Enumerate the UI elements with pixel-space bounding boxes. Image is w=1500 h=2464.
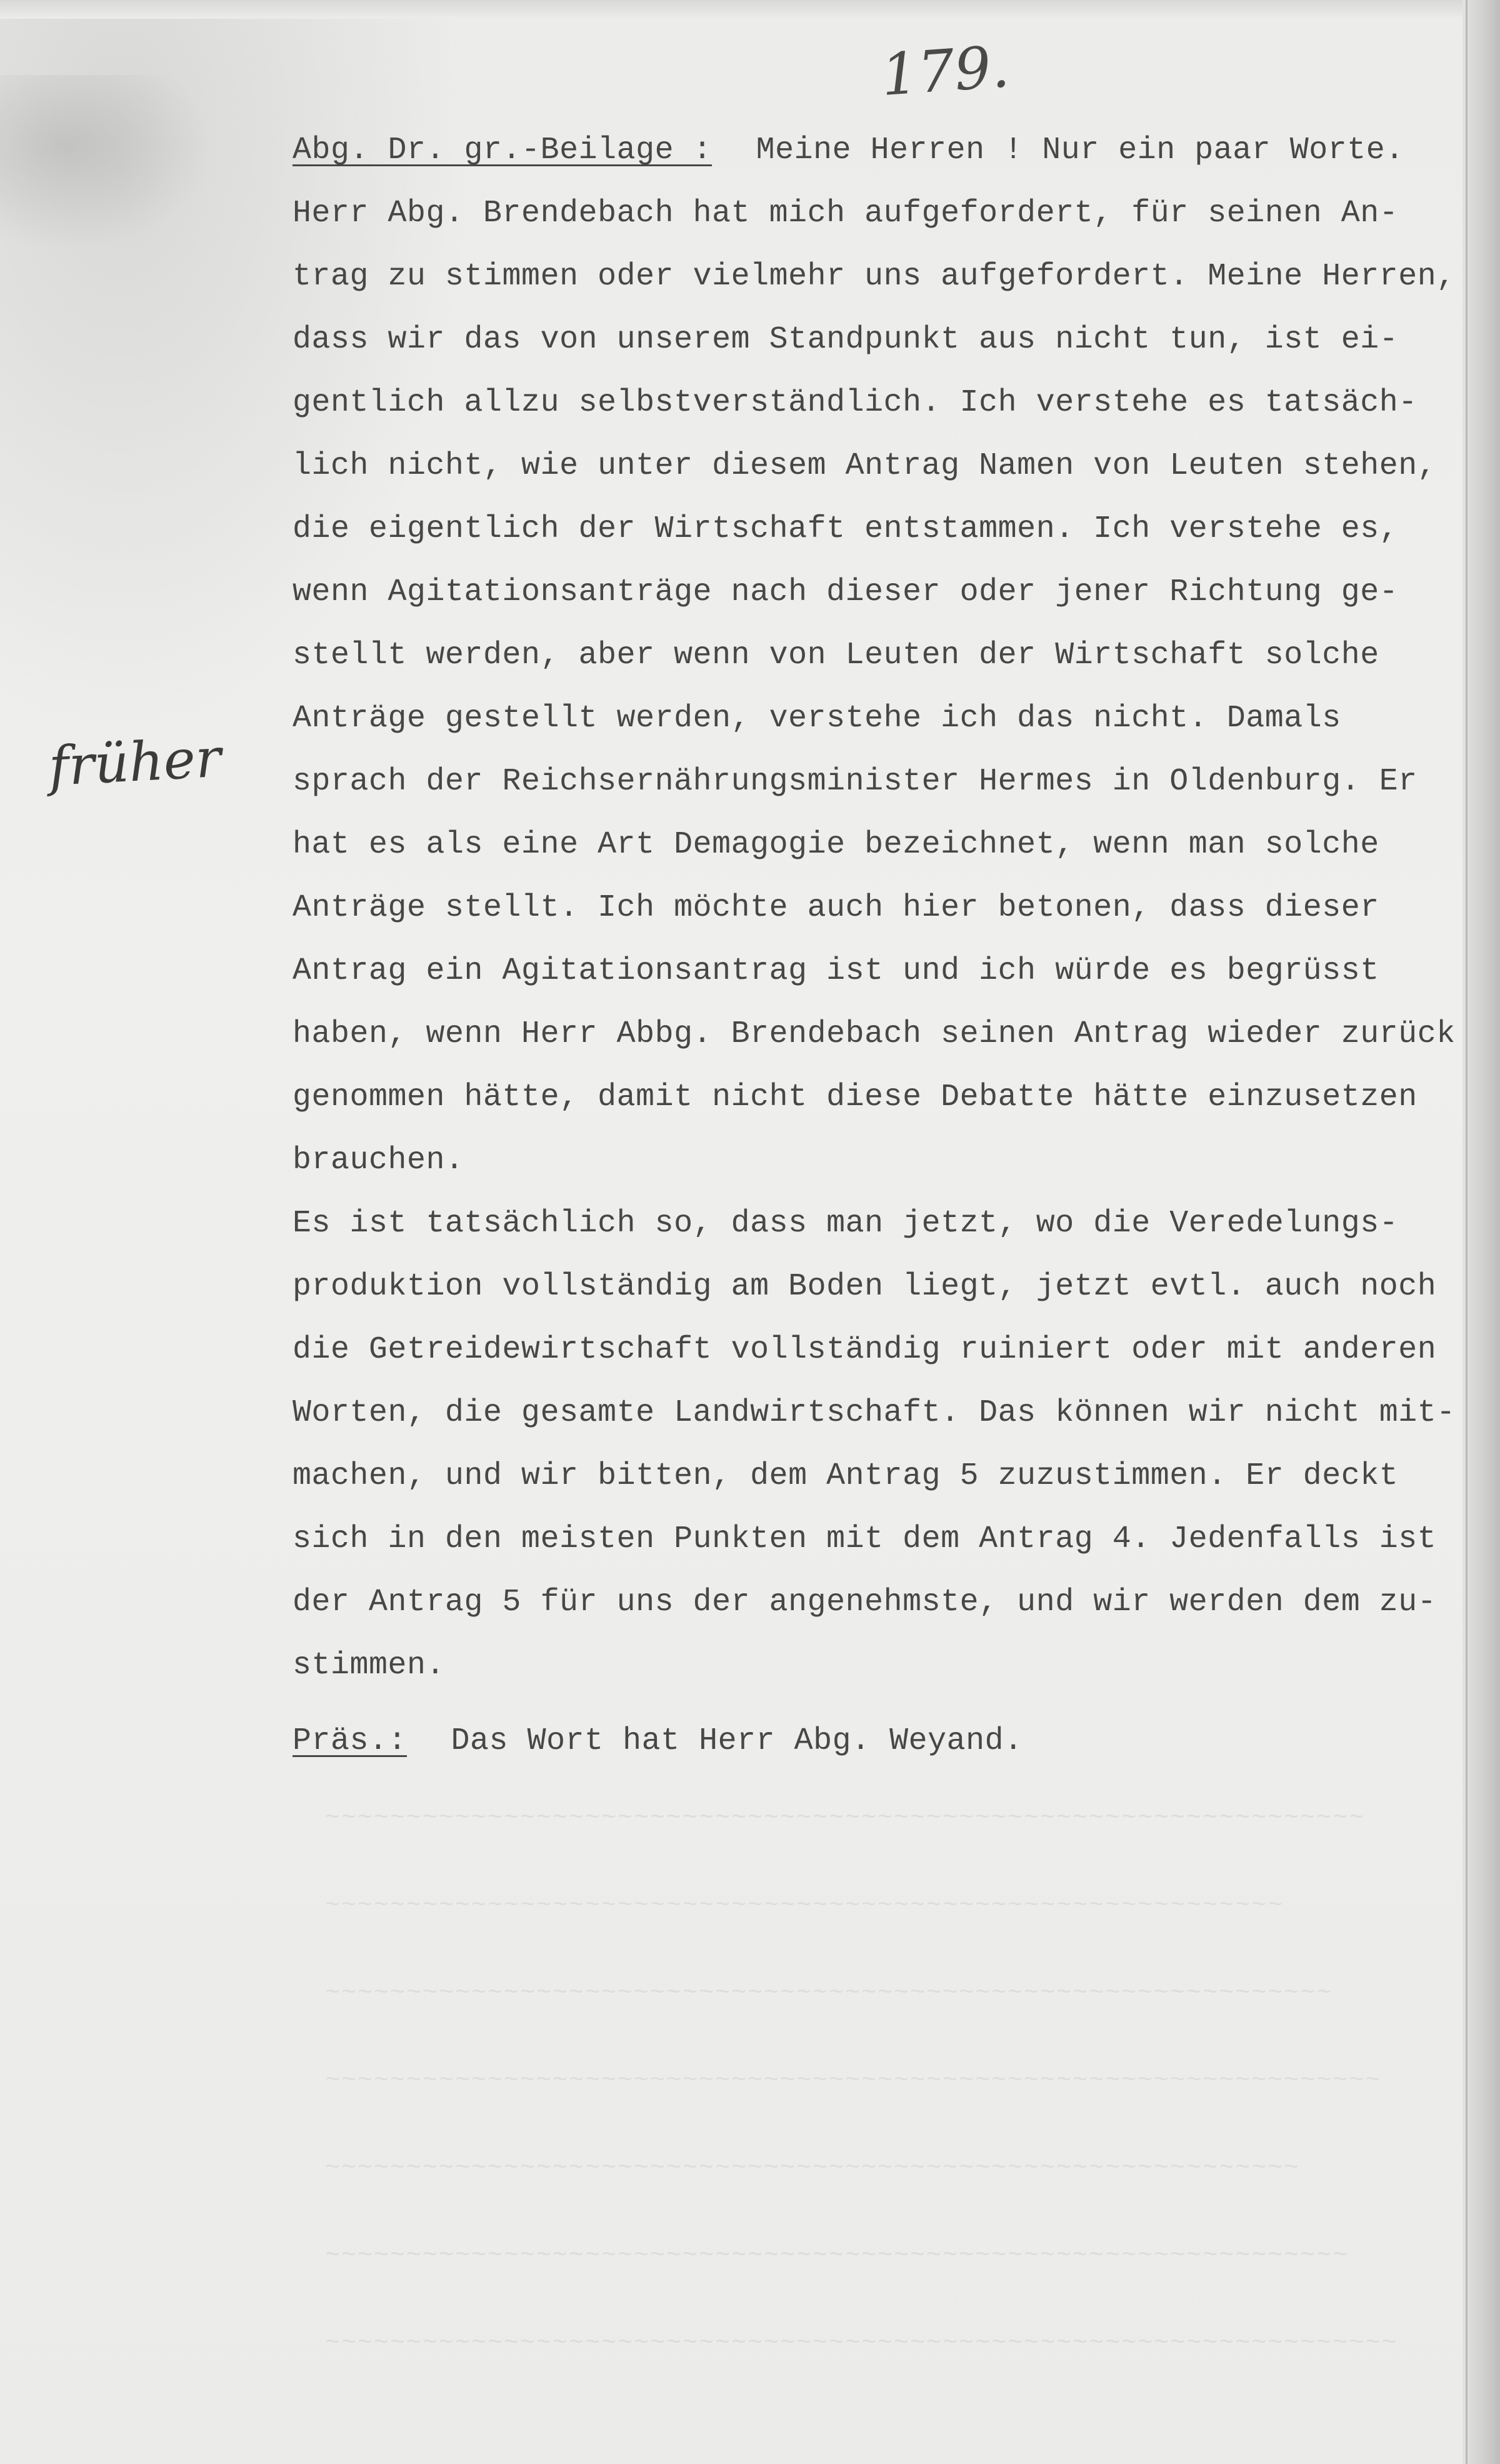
paragraph-gap	[292, 1697, 1468, 1710]
text-line: hat es als eine Art Demagogie bezeichnet, wenn man solche	[292, 827, 1379, 863]
text-line: Anträge stellt. Ich möchte auch hier betonen, dass dieser	[292, 890, 1379, 926]
text-line: Anträge gestellt werden, verstehe ich das nicht. Damals	[292, 701, 1341, 736]
speech-opening-line	[292, 1710, 1468, 1773]
handwritten-page-number: 179.	[879, 33, 1012, 109]
bleed-through-text: ~~~~~~~~~~~~~~~~~~~~~~~~~~~~~~~~~~~~~~~~~~~~~~~~~~~~~~~~~~~~~~~	[325, 2242, 1349, 2270]
text-line: die eigentlich der Wirtschaft entstammen. Ich verstehe es,	[292, 511, 1399, 547]
handwritten-margin-note: früher	[47, 726, 223, 799]
speech-opening-line	[292, 119, 1468, 182]
text-line: gentlich allzu selbstverständlich. Ich verstehe es tatsäch-	[292, 385, 1418, 421]
text-line: trag zu stimmen oder vielmehr uns aufgefordert. Meine Herren,	[292, 259, 1456, 294]
bleed-through-text: ~~~~~~~~~~~~~~~~~~~~~~~~~~~~~~~~~~~~~~~~~~~~~~~~~~~~~~~~~~~~~~	[325, 1980, 1333, 2008]
bleed-through-text: ~~~~~~~~~~~~~~~~~~~~~~~~~~~~~~~~~~~~~~~~~~~~~~~~~~~~~~~~~~~~	[325, 2155, 1301, 2183]
text-line: der Antrag 5 für uns der angenehmste, und wir werden dem zu-	[292, 1585, 1437, 1620]
text-line: sich in den meisten Punkten mit dem Antrag 4. Jedenfalls ist	[292, 1521, 1437, 1557]
text-line: stimmen.	[292, 1648, 446, 1683]
text-line: genommen hätte, damit nicht diese Debatte hätte einzusetzen	[292, 1079, 1418, 1115]
text-line: die Getreidewirtschaft vollständig ruiniert oder mit anderen	[292, 1332, 1437, 1368]
text-line: sprach der Reichsernährungsminister Hermes in Oldenburg. Er	[292, 764, 1418, 799]
page-right-edge	[1462, 0, 1500, 2464]
text-line: brauchen.	[292, 1143, 464, 1178]
speech-first-line: Das Wort hat Herr Abg. Weyand.	[451, 1723, 1023, 1759]
text-line: dass wir das von unserem Standpunkt aus nicht tun, ist ei-	[292, 322, 1399, 358]
text-line: wenn Agitationsanträge nach dieser oder jener Richtung ge-	[292, 574, 1399, 610]
speaker-label: Präs.:	[292, 1723, 408, 1759]
text-line: produktion vollständig am Boden liegt, jetzt evtl. auch noch	[292, 1269, 1437, 1305]
text-line: Antrag ein Agitationsantrag ist und ich würde es begrüsst	[292, 953, 1379, 989]
text-line: lich nicht, wie unter diesem Antrag Namen von Leuten stehen,	[292, 448, 1437, 484]
bleed-through-text: ~~~~~~~~~~~~~~~~~~~~~~~~~~~~~~~~~~~~~~~~~~~~~~~~~~~~~~~~~~~~~~~~~	[325, 2067, 1382, 2095]
speaker-label: Abg. Dr. gr.-Beilage :	[292, 133, 712, 168]
text-line: stellt werden, aber wenn von Leuten der Wirtschaft solche	[292, 638, 1379, 673]
bleed-through-text: ~~~~~~~~~~~~~~~~~~~~~~~~~~~~~~~~~~~~~~~~~~~~~~~~~~~~~~~~~~~~~~~~~~	[325, 2330, 1398, 2358]
text-line: Worten, die gesamte Landwirtschaft. Das können wir nicht mit-	[292, 1395, 1456, 1431]
speech-first-line: Meine Herren ! Nur ein paar Worte.	[756, 133, 1404, 168]
bleed-through-text: ~~~~~~~~~~~~~~~~~~~~~~~~~~~~~~~~~~~~~~~~~~~~~~~~~~~~~~~~~~~	[325, 1892, 1284, 1920]
text-line: Herr Abg. Brendebach hat mich aufgefordert, für seinen An-	[292, 196, 1399, 231]
bleed-through-text: ~~~~~~~~~~~~~~~~~~~~~~~~~~~~~~~~~~~~~~~~~~~~~~~~~~~~~~~~~~~~~~~~	[325, 1805, 1366, 1833]
corner-smudge	[0, 75, 212, 250]
transcript-body	[292, 119, 1468, 1773]
text-line: haben, wenn Herr Abbg. Brendebach seinen Antrag wieder zurück	[292, 1016, 1456, 1052]
text-line: machen, und wir bitten, dem Antrag 5 zuzustimmen. Er deckt	[292, 1458, 1399, 1494]
page-top-edge	[0, 0, 1500, 19]
text-line: Es ist tatsächlich so, dass man jetzt, wo die Veredelungs-	[292, 1206, 1399, 1241]
